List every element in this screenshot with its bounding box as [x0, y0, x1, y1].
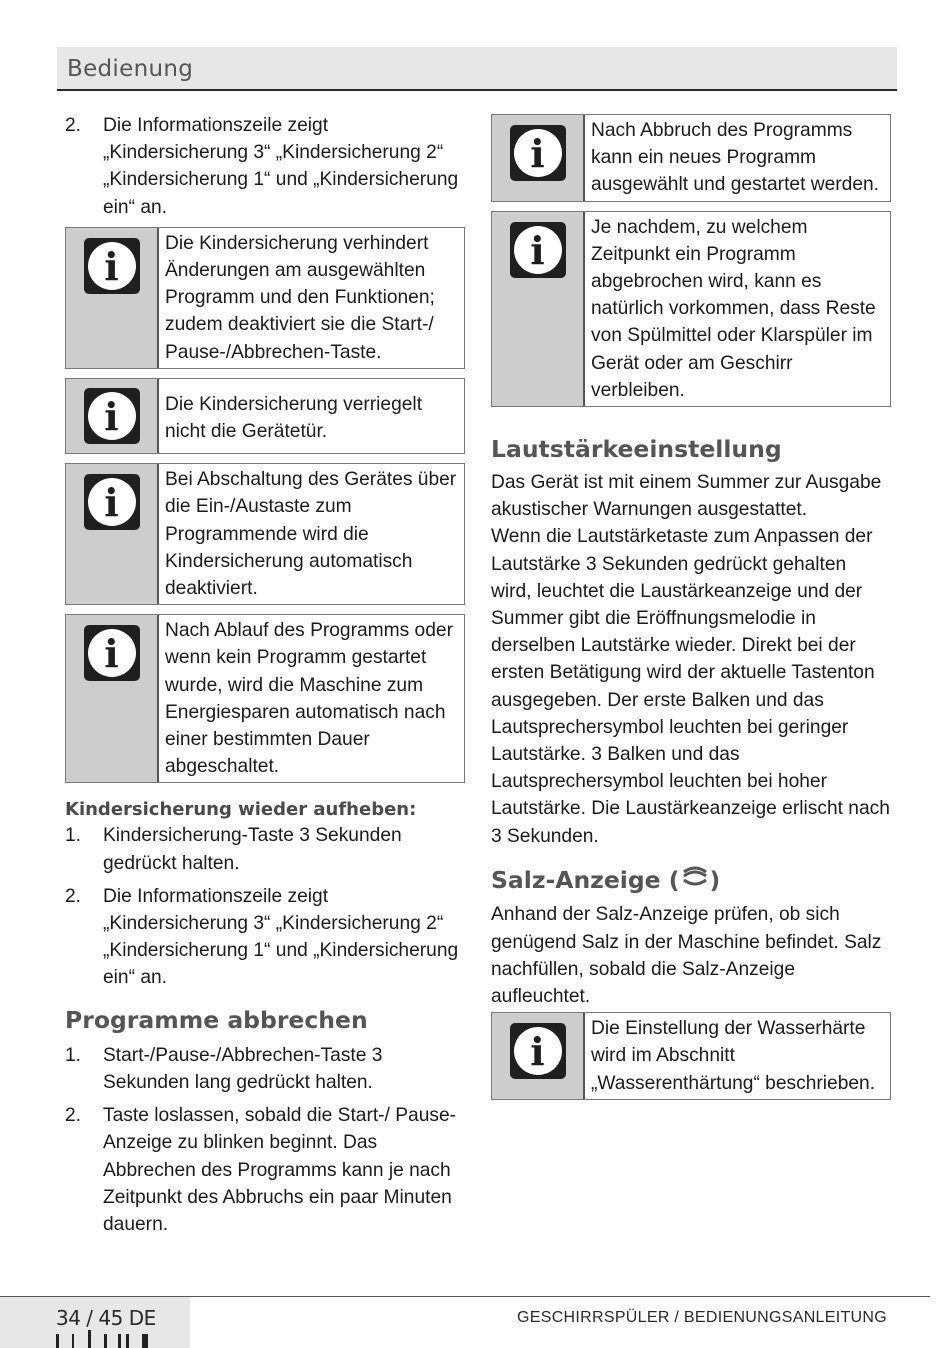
paragraph: Anhand der Salz-Anzeige prüfen, ob sich genügend Salz in der Maschine befindet. Salz nachfüllen, sobald die Salz-Anzeige aufleuchtet. [491, 904, 882, 1007]
salt-indicator-icon [680, 863, 710, 895]
info-icon: i [510, 125, 566, 181]
info-box [491, 211, 891, 407]
info-icon: i [84, 625, 140, 681]
list-text: Die Informationszeile zeigt „Kindersicherung 3“ „Kindersicherung 2“ „Kindersicherung 1“ und „Kindersicherung ein“ an. [103, 115, 459, 218]
info-text: Bei Abschaltung des Gerätes über die Ein-/Austaste zum Programmende wird die Kindersicherung automatisch deaktiviert. [159, 464, 464, 604]
section-heading: Salz-Anzeige ( ) [491, 866, 891, 896]
section-heading: Lautstärkeeinstellung [491, 435, 782, 464]
info-text: Nach Ablauf des Programms oder wenn kein Programm gestartet wurde, wird die Maschine zum Energiesparen automatisch nach einer bestimmten Dauer abgeschaltet. [159, 615, 464, 782]
right-column [491, 114, 891, 1100]
info-icon: i [84, 474, 140, 530]
steps-list-3 [65, 1042, 465, 1238]
info-text: Die Einstellung der Wasserhärte wird im Abschnitt „Wasserenthärtung“ beschrieben. [585, 1013, 890, 1099]
left-column [65, 112, 465, 1244]
info-box [65, 614, 465, 783]
steps-list-2 [65, 822, 465, 991]
info-text: Die Kindersicherung verriegelt nicht die Gerätetür. [159, 379, 464, 453]
paragraph: Wenn die Lautstärketaste zum Anpassen der Lautstärke 3 Sekunden gedrückt gehalten wird, leuchtet die Laustärkeanzeige und der Summer gibt die Eröffnungsmelodie in derselben Lautstärke wieder. Direkt bei der ersten Betätigung wird der aktuelle Tastenton ausgegeben. Der erste Balken und das Lautsprechersymbol leuchten bei geringer Lautstärke. 3 Balken und das Lautsprechersymbol leuchten bei hoher Lautstärke. Die Laustärkeanzeige erlischt nach 3 Sekunden. [491, 526, 890, 847]
list-item [65, 112, 465, 221]
subheading: Kindersicherung wieder aufheben: [65, 799, 417, 821]
info-box [65, 378, 465, 454]
info-icon: i [510, 222, 566, 278]
info-text: Die Kindersicherung verhindert Änderungen am ausgewählten Programm und den Funktionen; zudem deaktiviert sie die Start-/ Pause-/Abbrechen-Taste. [159, 228, 464, 368]
list-item: 1. Start-/Pause-/Abbrechen-Taste 3 Sekunden lang gedrückt halten. [65, 1044, 383, 1093]
list-item: 2. Taste loslassen, sobald die Start-/ Pause-Anzeige zu blinken beginnt. Das Abbrechen des Programms kann je nach Zeitpunkt des Abbruchs ein paar Minuten dauern. [65, 1105, 457, 1235]
section-heading: Programme abbrechen [65, 1005, 368, 1034]
info-icon: i [84, 238, 140, 294]
page-section-title: Bedienung [67, 56, 194, 82]
info-box [65, 463, 465, 605]
header-bar [57, 47, 897, 91]
barcode-marks [56, 1330, 156, 1348]
info-icon: i [510, 1023, 566, 1079]
info-icon: i [84, 388, 140, 444]
list-item: 2. Die Informationszeile zeigt „Kindersicherung 3“ „Kindersicherung 2“ „Kindersicherung 1“ und „Kindersicherung ein“ an. [65, 885, 459, 989]
list-number: 2. [65, 115, 82, 136]
paragraph: Das Gerät ist mit einem Summer zur Ausgabe akustischer Warnungen ausgestattet. [491, 472, 882, 521]
page-number: 34 / 45 DE [56, 1306, 156, 1330]
info-box [65, 227, 465, 369]
info-box [491, 1012, 891, 1100]
list-item: 1. Kindersicherung-Taste 3 Sekunden gedrückt halten. [65, 825, 402, 874]
info-text: Je nachdem, zu welchem Zeitpunkt ein Programm abgebrochen wird, kann es natürlich vorkommen, dass Reste von Spülmittel oder Klarspüler im Gerät oder am Geschirr verbleiben. [585, 212, 890, 406]
steps-list-1 [65, 112, 465, 221]
info-box [491, 114, 891, 202]
document-title: GESCHIRRSPÜLER / BEDIENUNGSANLEITUNG [517, 1309, 887, 1326]
info-text: Nach Abbruch des Programms kann ein neues Programm ausgewählt und gestartet werden. [585, 115, 890, 201]
